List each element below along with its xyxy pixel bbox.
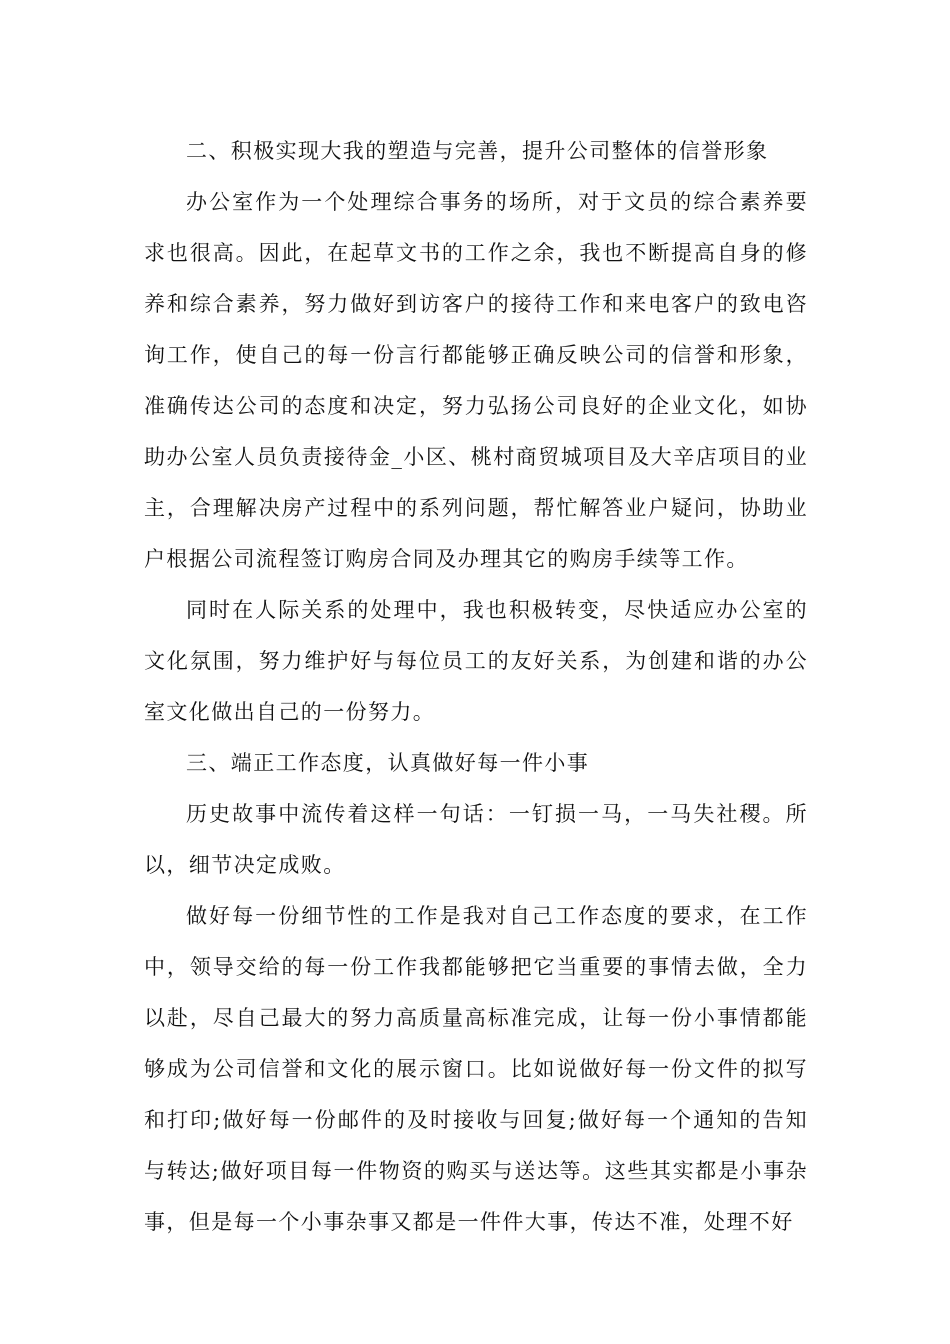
document-body [144, 126, 808, 1248]
section-heading-2: 二、积极实现大我的塑造与完善，提升公司整体的信誉形象 [186, 139, 769, 163]
paragraph-proverb: 历史故事中流传着这样一句话：一钉损一马，一马失社稷。所以，细节决定成败。 [144, 802, 808, 877]
paragraph-details: 做好每一份细节性的工作是我对自己工作态度的要求，在工作中，领导交给的每一份工作我都能够把它当重要的事情去做，全力以赴，尽自己最大的努力高质量高标准完成，让每一份小事情都能够成为公司信誉和文化的展示窗口。比如说做好每一份文件的拟写和打印;做好每一份邮件的及时接收与回复;做好每一个通知的告知与转达;做好项目每一件物资的购买与送达等。这些其实都是小事杂事，但是每一个小事杂事又都是一件件大事，传达不准，处理不好 [144, 904, 808, 1234]
paragraph-office-duties: 办公室作为一个处理综合事务的场所，对于文员的综合素养要求也很高。因此，在起草文书的工作之余，我也不断提高自身的修养和综合素养，努力做好到访客户的接待工作和来电客户的致电咨询工作，使自己的每一份言行都能够正确反映公司的信誉和形象，准确传达公司的态度和决定，努力弘扬公司良好的企业文化，如协助办公室人员负责接待金_小区、桃村商贸城项目及大辛店项目的业主，合理解决房产过程中的系列问题，帮忙解答业户疑问，协助业户根据公司流程签订购房合同及办理其它的购房手续等工作。 [144, 190, 808, 571]
section-heading-3: 三、端正工作态度，认真做好每一件小事 [186, 751, 590, 775]
paragraph-relationships: 同时在人际关系的处理中，我也积极转变，尽快适应办公室的文化氛围，努力维护好与每位员工的友好关系，为创建和谐的办公室文化做出自己的一份努力。 [144, 598, 808, 724]
